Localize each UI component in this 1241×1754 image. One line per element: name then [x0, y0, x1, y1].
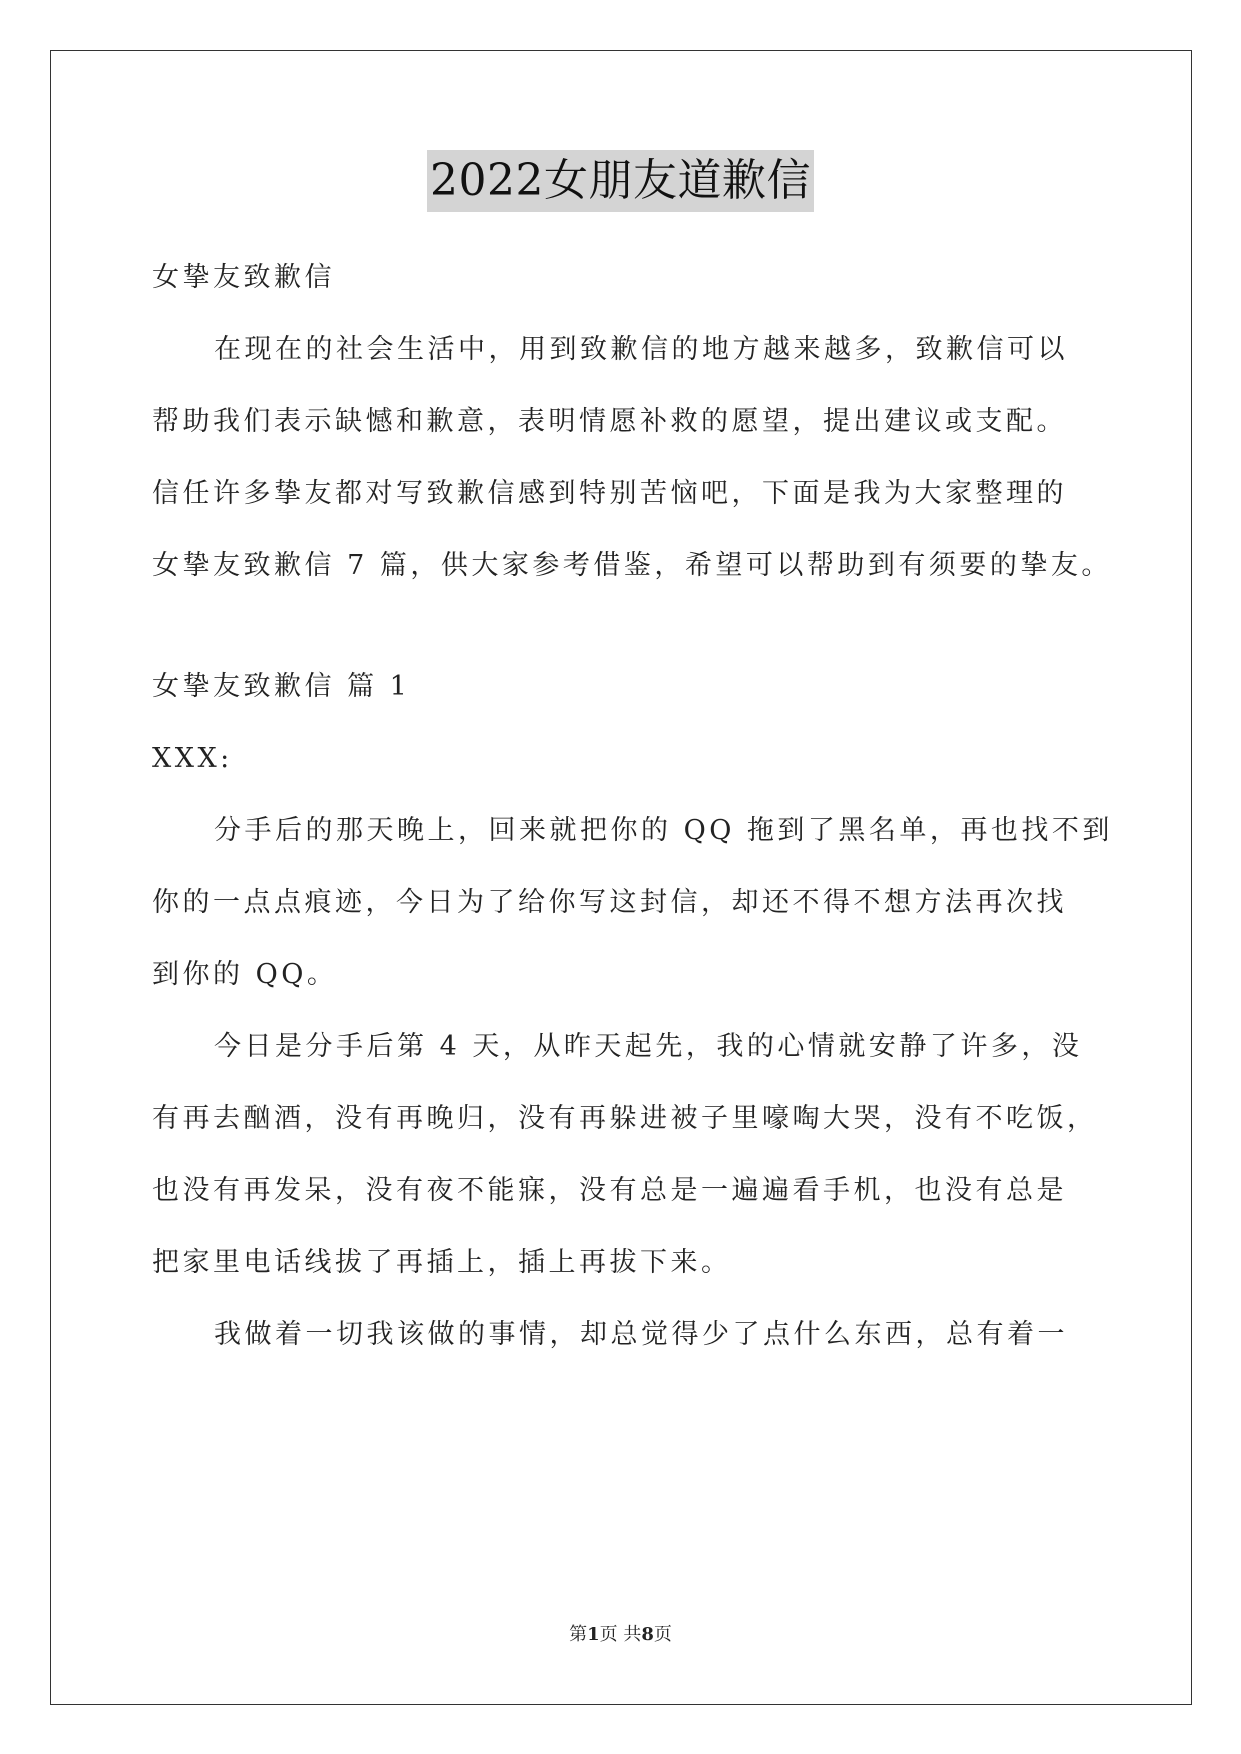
paragraph-line: 也没有再发呆，没有夜不能寐，没有总是一遍遍看手机，也没有总是	[152, 1175, 1067, 1206]
section-heading: 女挚友致歉信 篇 1	[152, 671, 411, 702]
document-title: 2022女朋友道歉信	[427, 150, 814, 212]
paragraph-line: 分手后的那天晚上，回来就把你的 QQ 拖到了黑名单，再也找不到	[214, 815, 1113, 846]
paragraph-line: 把家里电话线拔了再插上，插上再拔下来。	[152, 1247, 732, 1278]
intro-line: 信任许多挚友都对写致歉信感到特别苦恼吧，下面是我为大家整理的	[152, 478, 1067, 509]
salutation: XXX:	[152, 743, 233, 774]
footer-page-mid: 页 共	[599, 1624, 642, 1645]
paragraph-line: 有再去酗酒，没有再晚归，没有再躲进被子里嚎啕大哭，没有不吃饭，	[152, 1103, 1098, 1134]
intro-line: 女挚友致歉信 7 篇，供大家参考借鉴，希望可以帮助到有须要的挚友。	[152, 550, 1112, 581]
paragraph-line: 我做着一切我该做的事情，却总觉得少了点什么东西，总有着一	[214, 1319, 1068, 1350]
footer-page-current: 1	[587, 1624, 600, 1645]
page-footer	[0, 1620, 1241, 1646]
paragraph-line: 你的一点点痕迹，今日为了给你写这封信，却还不得不想方法再次找	[152, 887, 1067, 918]
footer-page-total: 8	[641, 1624, 654, 1645]
intro-heading: 女挚友致歉信	[152, 262, 335, 293]
paragraph-line: 今日是分手后第 4 天，从昨天起先，我的心情就安静了许多，没	[214, 1031, 1083, 1062]
intro-line: 在现在的社会生活中，用到致歉信的地方越来越多，致歉信可以	[214, 334, 1068, 365]
intro-line: 帮助我们表示缺憾和歉意，表明情愿补救的愿望，提出建议或支配。	[152, 406, 1067, 437]
footer-page-prefix: 第	[569, 1624, 588, 1645]
document-body	[152, 246, 1113, 1364]
footer-page-suffix: 页	[653, 1624, 672, 1645]
paragraph-line: 到你的 QQ。	[152, 959, 338, 990]
title-container	[0, 150, 1241, 212]
